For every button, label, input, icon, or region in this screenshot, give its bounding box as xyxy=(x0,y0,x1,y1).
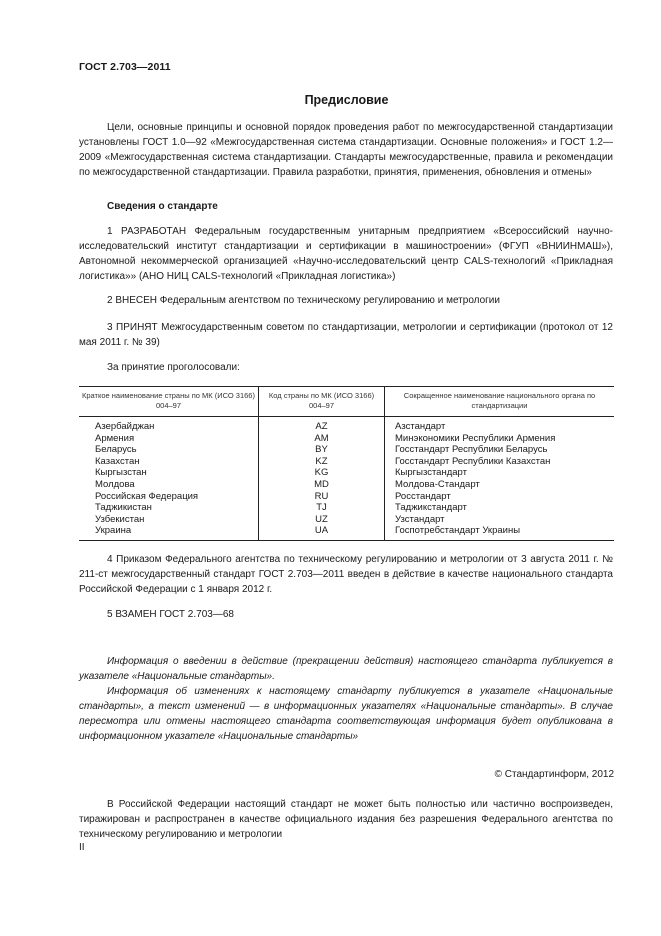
country-code: KZ xyxy=(259,456,385,468)
national-body: Таджикстандарт xyxy=(385,502,615,514)
item-1-text: 1 РАЗРАБОТАН Федеральным государственным унитарным предприятием «Всероссийский научно-исследовательский институт стандартизации и сертификации в машиностроении» (ФГУП «ВНИИНМАШ»), Автономной некоммерческой организацией «Научно-исследовательский центр CALS-технологий «Прикладная логистика»» (АНО НИЦ CALS-технологий «Прикладная логистика») xyxy=(79,226,613,282)
table-row xyxy=(79,502,614,514)
item-1 xyxy=(79,224,613,284)
item-3-text: 3 ПРИНЯТ Межгосударственным советом по стандартизации, метрологии и сертификации (протокол от 12 мая 2011 г. № 39) xyxy=(79,322,613,348)
notice-2-text: Информация об изменениях к настоящему стандарту публикуется в указателе «Национальные стандарты», а текст изменений — в информационных указателях «Национальные стандарты». В случае пересмотра или отмены настоящего стандарта соответствующая информация будет опубликована в информационном указателе «Национальные стандарты» xyxy=(79,686,613,742)
intro-paragraph xyxy=(79,120,613,180)
table-row xyxy=(79,525,614,540)
rights-notice xyxy=(79,797,613,842)
table-row xyxy=(79,417,614,433)
national-body: Госпотребстандарт Украины xyxy=(385,525,615,540)
item-4 xyxy=(79,552,613,597)
item-3 xyxy=(79,320,613,350)
item-4-text: 4 Приказом Федерального агентства по техническому регулированию и метрологии от 3 августа 2011 г. № 211-ст межгосударственный стандарт ГОСТ 2.703—2011 введен в действие в качестве национального стандарта Российской Федерации с 1 января 2012 г. xyxy=(79,554,613,595)
country-code: UA xyxy=(259,525,385,540)
table-row xyxy=(79,456,614,468)
info-heading: Сведения о стандарте xyxy=(107,201,218,212)
national-body: Молдова-Стандарт xyxy=(385,479,615,491)
document-header: ГОСТ 2.703—2011 xyxy=(79,61,171,73)
table-row xyxy=(79,444,614,456)
country-code: RU xyxy=(259,491,385,503)
table-header-row xyxy=(79,387,614,417)
page-title xyxy=(0,93,661,107)
country-code: UZ xyxy=(259,514,385,526)
country-code: BY xyxy=(259,444,385,456)
header-country-code: Код страны по МК (ИСО 3166) 004–97 xyxy=(259,387,385,417)
intro-text: Цели, основные принципы и основной порядок проведения работ по межгосударственной стандартизации установлены ГОСТ 1.0—92 «Межгосударственная система стандартизации. Основные положения» и ГОСТ 1.2—2009 «Межгосударственная система стандартизации. Стандарты межгосударственные, правила и рекомендации по межгосударственной стандартизации. Правила разработки, принятия, применения, обновления и отмены» xyxy=(79,122,613,178)
country-name: Российская Федерация xyxy=(95,490,199,502)
voting-table xyxy=(79,386,614,541)
table-row xyxy=(79,491,614,503)
title-text: Предисловие xyxy=(304,93,389,107)
rights-text: В Российской Федерации настоящий стандарт не может быть полностью или частично воспроизведен, тиражирован и распространен в качестве официального издания без разрешения Федерального агентства по техническому регулированию и метрологии xyxy=(79,799,613,840)
country-name: Казахстан xyxy=(95,455,140,467)
header-country-name: Краткое наименование страны по МК (ИСО 3166) 004–97 xyxy=(79,387,259,417)
table-row xyxy=(79,467,614,479)
country-name: Таджикистан xyxy=(95,502,152,514)
country-code: TJ xyxy=(259,502,385,514)
item-5 xyxy=(79,607,613,622)
country-name: Беларусь xyxy=(95,444,137,456)
item-2 xyxy=(79,293,613,308)
national-body: Кыргызстандарт xyxy=(385,467,615,479)
voted-label: За принятие проголосовали: xyxy=(107,362,240,373)
page-number: II xyxy=(79,842,85,853)
table-row xyxy=(79,514,614,526)
country-name: Молдова xyxy=(95,478,135,490)
item-5-text: 5 ВЗАМЕН ГОСТ 2.703—68 xyxy=(107,609,234,620)
national-body: Минэкономики Республики Армения xyxy=(385,433,615,445)
country-code: MD xyxy=(259,479,385,491)
header-national-body: Сокращенное наименование национального органа по стандартизации xyxy=(385,387,615,417)
country-name: Азербайджан xyxy=(95,421,155,432)
table-row xyxy=(79,433,614,445)
national-body: Азстандарт xyxy=(385,417,615,433)
country-name: Узбекистан xyxy=(95,513,145,525)
country-name: Украина xyxy=(79,525,259,540)
item-2-text: 2 ВНЕСЕН Федеральным агентством по техническому регулированию и метрологии xyxy=(107,295,500,306)
national-body: Узстандарт xyxy=(385,514,615,526)
country-code: AZ xyxy=(259,417,385,433)
national-body: Госстандарт Республики Казахстан xyxy=(385,456,615,468)
notice-1-text: Информация о введении в действие (прекращении действия) настоящего стандарта публикуется в указателе «Национальные стандарты». xyxy=(79,656,613,682)
country-name: Армения xyxy=(95,432,135,444)
copyright: © Стандартинформ, 2012 xyxy=(494,769,614,780)
country-name: Кыргызстан xyxy=(95,467,147,479)
country-code: AM xyxy=(259,433,385,445)
publication-notice xyxy=(79,654,613,744)
table-row xyxy=(79,479,614,491)
national-body: Госстандарт Республики Беларусь xyxy=(385,444,615,456)
country-code: KG xyxy=(259,467,385,479)
national-body: Росстандарт xyxy=(385,491,615,503)
